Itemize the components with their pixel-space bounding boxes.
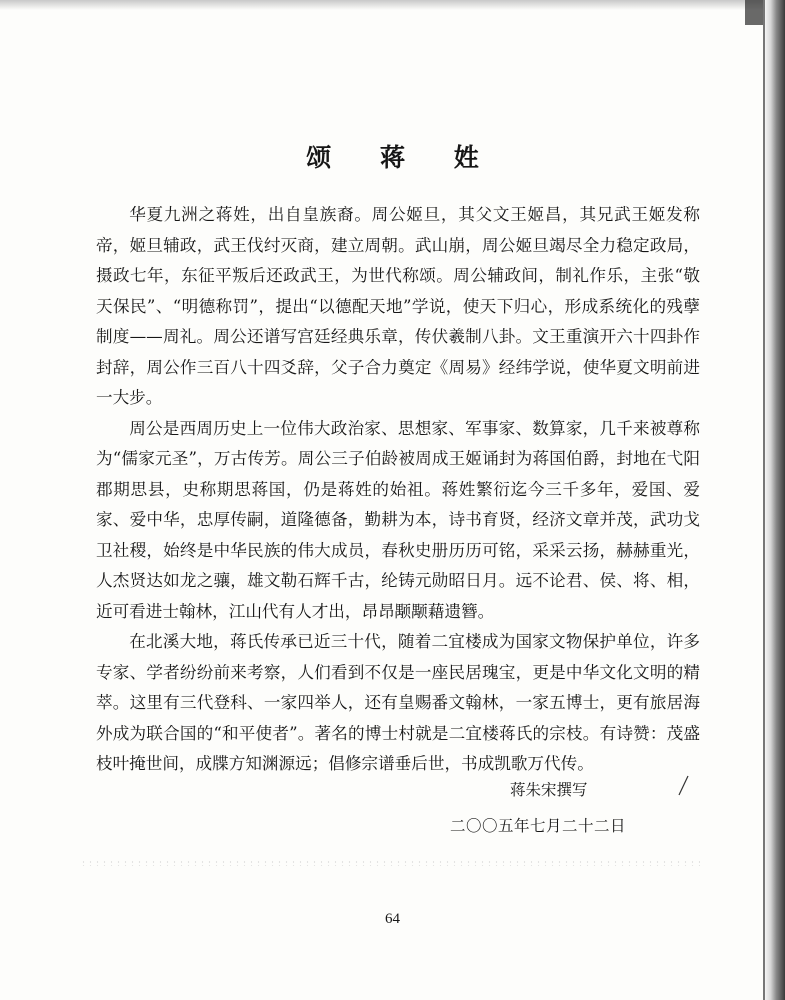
author-name: 蒋朱宋撰写	[510, 781, 588, 799]
paragraph-1: 华夏九洲之蒋姓，出自皇族裔。周公姬旦，其父文王姬昌，其兄武王姬发称帝，姬旦辅政，武王伐纣灭商，建立周朝。武山崩，周公姬旦竭尽全力稳定政局，摄政七年，东征平叛后还政武王，为世代称颂。周公辅政间，制礼作乐，主张“敬天保民”、“明德称罚”，提出“以德配天地”学说，使天下归心，形成系统化的残孽制度——周礼。周公还谱写宫廷经典乐章，传伏羲制八卦。文王重演开六十四卦作封辞，周公作三百八十四爻辞，父子合力奠定《周易》经纬学说，使华夏文明前进一大步。	[96, 205, 700, 407]
paragraph-3: 在北溪大地，蒋氏传承已近三十代，随着二宜楼成为国家文物保护单位，许多专家、学者纷纷前来考察，人们看到不仅是一座民居瑰宝，更是中华文化文明的精萃。这里有三代登科、一家四举人，还有皇赐番文翰林，一家五博士，更有旅居海外成为联合国的“和平使者”。著名的博士村就是二宜楼蒋氏的宗枝。有诗赞：茂盛枝叶掩世间，成牒方知渊源远；倡修宗谱垂后世，书成凯歌万代传。	[96, 632, 700, 773]
page-number: 64	[385, 911, 400, 927]
signature-date: 二〇〇五年七月二十二日	[450, 817, 627, 835]
pen-stroke-mark	[676, 775, 690, 797]
signature-block	[450, 777, 670, 839]
scan-noise-line	[80, 860, 700, 866]
paragraph-2: 周公是西周历史上一位伟大政治家、思想家、军事家、数算家，几千来被尊称为“儒家元圣”，万古传芳。周公三子伯龄被周成王姬诵封为蒋国伯爵，封地在弋阳郡期思县，史称期思蒋国，仍是蒋姓的始祖。蒋姓繁衍迄今三千多年，爱国、爱家、爱中华，忠厚传嗣，道隆德备，勤耕为本，诗书育贤，经济文章并茂，武功戈卫社稷，始终是中华民族的伟大成员，春秋史册历历可铭，采采云扬，赫赫重光，人杰贤达如龙之骧，雄文勒石辉千古，纶铸元勋昭日月。远不论君、侯、将、相，近可看进士翰林，江山代有人才出，昂昂颙颙藉遗簪。	[96, 418, 700, 621]
scan-top-shadow	[0, 0, 785, 10]
article-body	[96, 200, 700, 780]
page-title: 颂 蒋 姓	[306, 143, 499, 172]
